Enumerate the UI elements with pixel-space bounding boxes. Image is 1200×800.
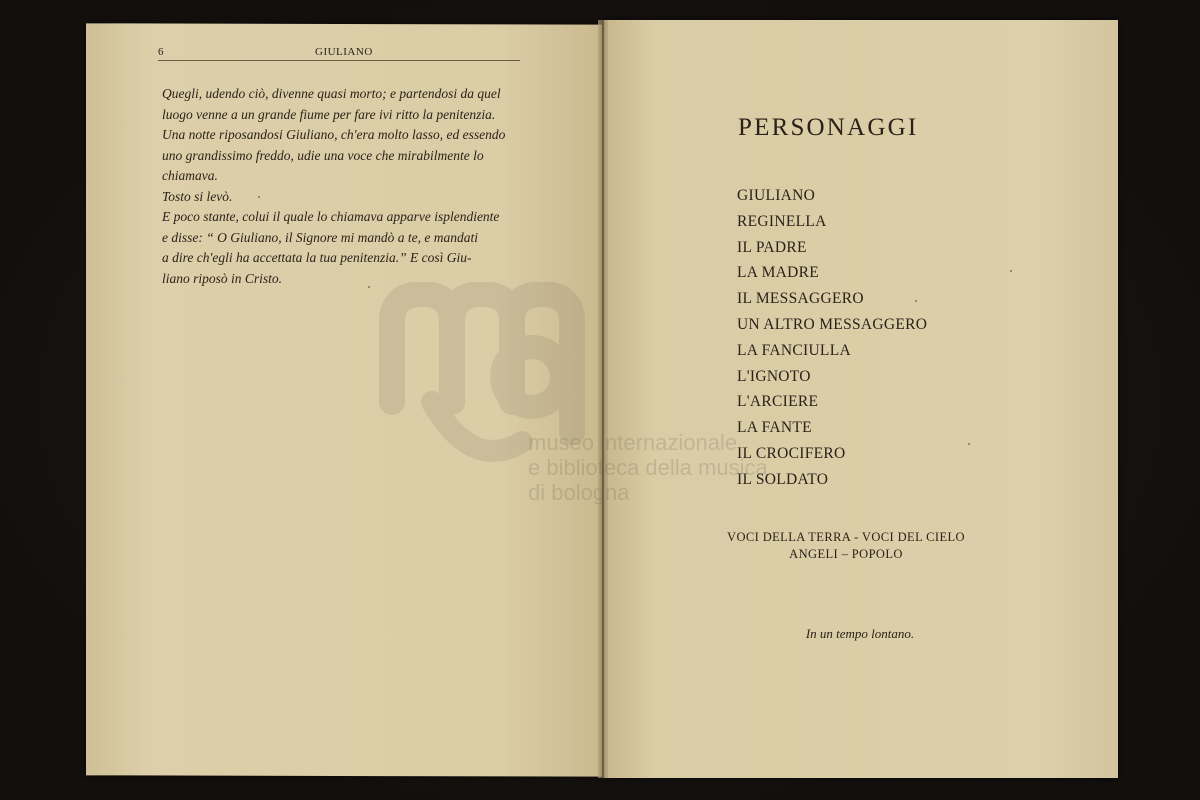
voices-line: ANGELI – POPOLO — [789, 547, 903, 561]
character-list — [737, 183, 927, 493]
paper-speck — [1010, 270, 1012, 272]
character-item: IL MESSAGGERO — [737, 290, 864, 308]
character-item: IL PADRE — [737, 238, 807, 256]
setting-note: In un tempo lontano. — [805, 626, 915, 641]
character-item: LA FANCIULLA — [737, 341, 851, 359]
watermark-line: e biblioteca della musica — [528, 455, 768, 480]
character-item: GIULIANO — [737, 187, 816, 204]
character-item: LA MADRE — [737, 264, 820, 282]
text-line: Tosto si levò. — [162, 188, 233, 204]
character-item: L'IGNOTO — [737, 367, 811, 385]
text-line: E poco stante, colui il quale lo chiamava apparve isplendiente — [162, 209, 500, 224]
voices-block — [705, 529, 987, 563]
character-item: LA FANTE — [737, 419, 812, 437]
paper-speck — [258, 196, 260, 198]
watermark-line: museo internazionale — [528, 430, 738, 455]
personaggi-heading: PERSONAGGI — [738, 114, 919, 141]
text-line: chiamava. — [162, 168, 218, 183]
character-item: L'ARCIERE — [737, 393, 819, 411]
voices-line: VOCI DELLA TERRA - VOCI DEL CIELO — [727, 530, 965, 544]
text-line: a dire ch'egli ha accettata la tua penitenzia.” E così Giu- — [162, 250, 472, 265]
text-line: uno grandissimo freddo, udie una voce che mirabilmente lo — [162, 147, 484, 163]
watermark-line: di bologna — [528, 480, 630, 505]
paper-speck — [968, 443, 970, 445]
page-number: 6 — [158, 46, 164, 58]
character-item: REGINELLA — [737, 212, 827, 230]
text-line: luogo venne a un grande fiume per fare ivi ritto la penitenzia. — [162, 106, 496, 122]
running-title: GIULIANO — [315, 46, 373, 58]
museum-watermark-text — [528, 430, 768, 505]
character-item: IL CROCIFERO — [737, 444, 846, 462]
text-line: Una notte riposandosi Giuliano, ch'era molto lasso, ed essendo — [162, 127, 506, 142]
text-line: liano riposò in Cristo. — [162, 270, 283, 286]
text-line: e disse: “ O Giuliano, il Signore mi mandò a te, e mandati — [162, 229, 478, 245]
narrative-text — [162, 84, 530, 289]
character-item: IL SOLDATO — [737, 470, 829, 488]
paper-speck — [915, 300, 917, 302]
paper-speck — [368, 286, 370, 288]
text-line: Quegli, udendo ciò, divenne quasi morto; e partendosi da quel — [162, 86, 501, 101]
character-item: UN ALTRO MESSAGGERO — [737, 315, 928, 333]
book-gutter — [598, 20, 608, 778]
running-head — [158, 46, 520, 61]
